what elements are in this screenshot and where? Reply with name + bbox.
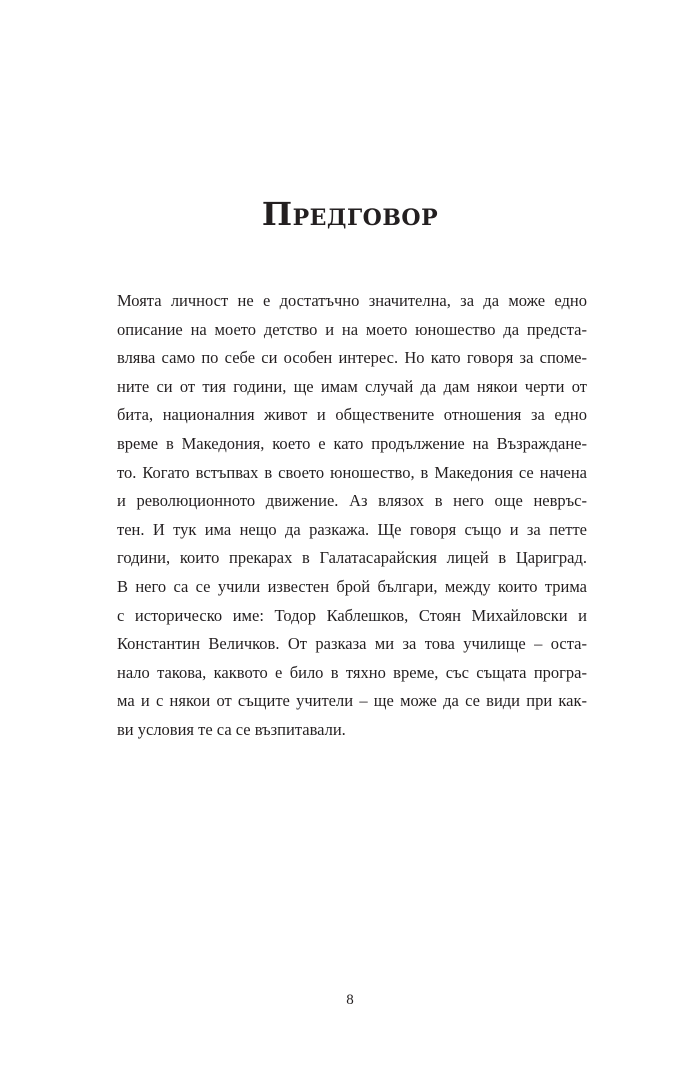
text-line: В него са се учили известен брой българи, между които трима bbox=[117, 576, 587, 596]
text-line: ма и с някои от същите учители – ще може да се види при как- bbox=[117, 691, 587, 711]
text-line: описание на моето детство и на моето юношество да предста- bbox=[117, 319, 587, 339]
text-line: нало такова, каквото е било в тяхно време, със същата програ- bbox=[117, 662, 587, 682]
text-line: с историческо име: Тодор Каблешков, Стоян Михайловски и bbox=[117, 605, 587, 625]
text-line: то. Когато встъпвах в своето юношество, в Македония се начена bbox=[117, 462, 587, 482]
text-line: време в Македония, което е като продължение на Възраждане- bbox=[117, 433, 587, 453]
text-line: Моята личност не е достатъчно значителна, за да може едно bbox=[117, 291, 587, 310]
text-line: ви условия те са се възпитавали. bbox=[117, 719, 346, 739]
chapter-title: Предговор bbox=[261, 195, 439, 233]
text-line: бита, националния живот и обществените отношения за едно bbox=[117, 405, 587, 425]
text-line: ните си от тия години, ще имам случай да дам някои черти от bbox=[117, 376, 587, 396]
text-line: и революционното движение. Аз влязох в него още невръс- bbox=[117, 491, 587, 511]
text-line: Константин Величков. От разказа ми за това училище – оста- bbox=[117, 634, 587, 654]
text-line: тен. И тук има нещо да разкажа. Ще говоря също и за петте bbox=[117, 519, 587, 539]
text-line: влява само по себе си особен интерес. Но като говоря за споме- bbox=[117, 348, 587, 368]
page-number: 8 bbox=[346, 992, 354, 1008]
preface-paragraph bbox=[117, 287, 587, 745]
text-line: години, които прекарах в Галатасарайския лицей в Цариград. bbox=[117, 548, 587, 568]
